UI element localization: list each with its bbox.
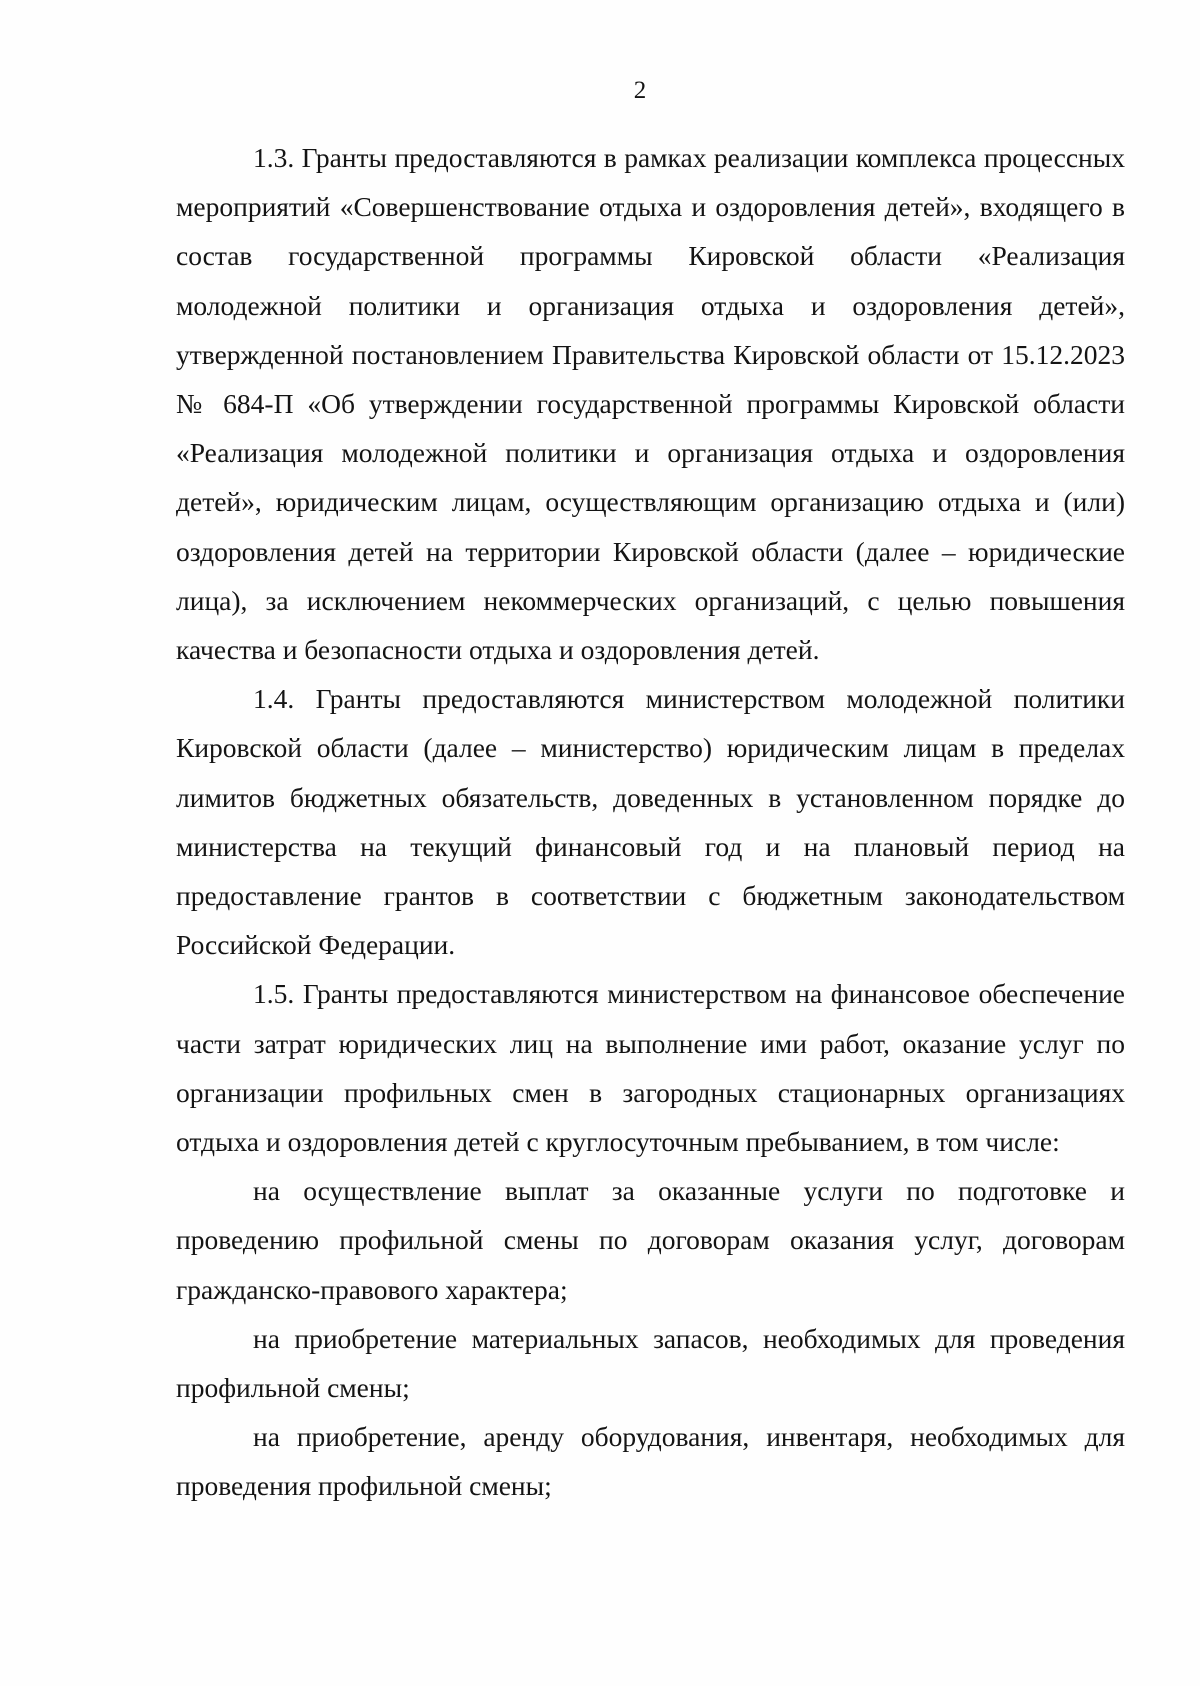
list-item-equipment: на приобретение, аренду оборудования, инвентаря, необходимых для проведения профильной смены; [176, 1421, 1125, 1502]
paragraph-1-4: 1.4. Гранты предоставляются министерством молодежной политики Кировской области (далее – министерство) юридическим лицам в пределах лимитов бюджетных обязательств, доведенных в установленном порядке до министерства на текущий финансовый год и на плановый период на предоставление грантов в соответствии с бюджетным законодательством Российской Федерации. [176, 683, 1125, 961]
paragraph-1-3: 1.3. Гранты предоставляются в рамках реализации комплекса процессных мероприятий «Совершенствование отдыха и оздоровления детей», входящего в состав государственной программы Кировской области «Реализация молодежной политики и организация отдыха и оздоровления детей», утвержденной постановлением Правительства Кировской области от 15.12.2023 № 684-П «Об утверждении государственной программы Кировской области «Реализация молодежной политики и организация отдыха и оздоровления детей», юридическим лицам, осуществляющим организацию отдыха и (или) оздоровления детей на территории Кировской области (далее – юридические лица), за исключением некоммерческих организаций, с целью повышения качества и безопасности отдыха и оздоровления детей. [176, 142, 1125, 666]
document-body [176, 133, 1125, 1511]
page-number: 2 [633, 77, 647, 104]
list-item-materials: на приобретение материальных запасов, необходимых для проведения профильной смены; [176, 1322, 1125, 1404]
paragraph-1-5: 1.5. Гранты предоставляются министерством на финансовое обеспечение части затрат юридических лиц на выполнение ими работ, оказание услуг по организации профильных смен в загородных стационарных организациях отдыха и оздоровления детей с круглосуточным пребыванием, в том числе: [176, 978, 1125, 1158]
list-item-payments: на осуществление выплат за оказанные услуги по подготовке и проведению профильной смены по договорам оказания услуг, договорам гражданско-правового характера; [176, 1175, 1125, 1305]
